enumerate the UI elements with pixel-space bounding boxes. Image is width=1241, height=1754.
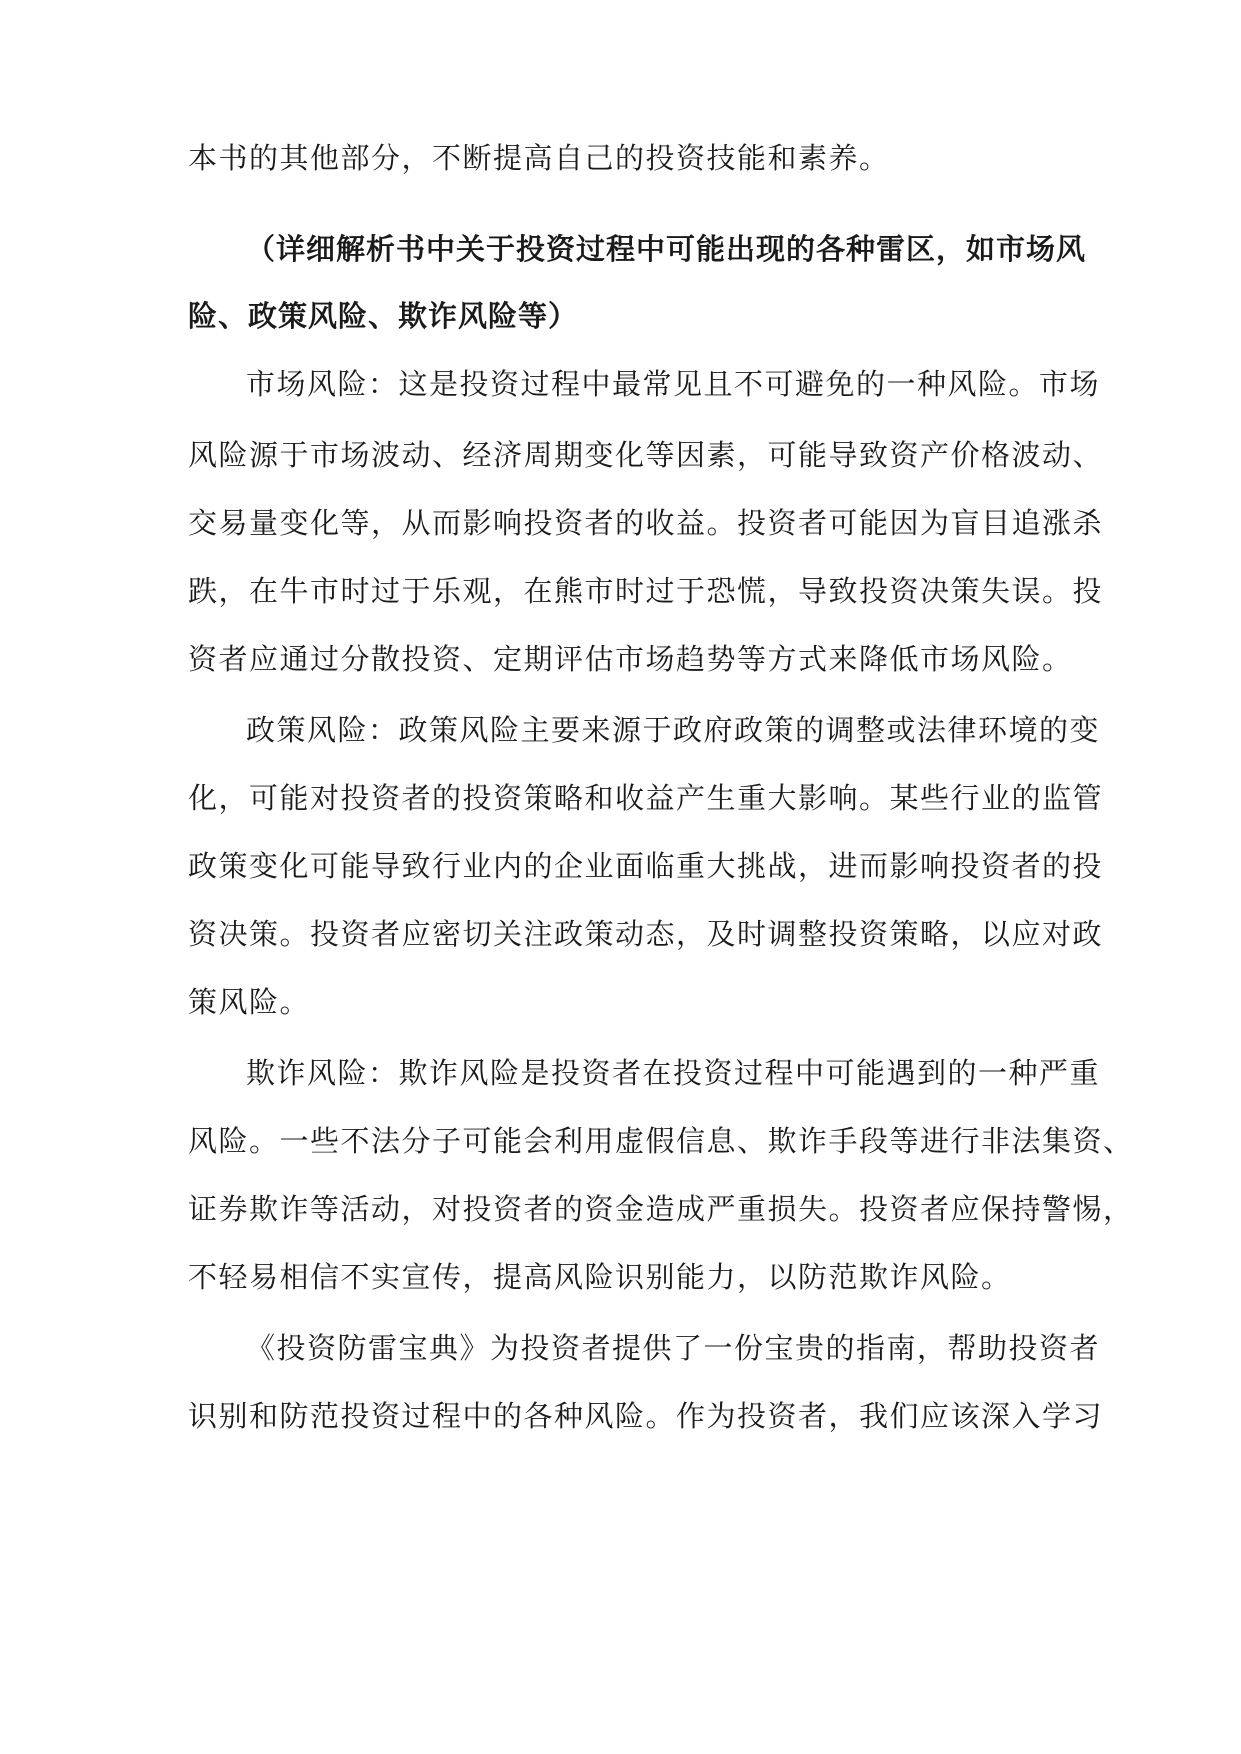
paragraph-line: 资者应通过分散投资、定期评估市场趋势等方式来降低市场风险。 [188, 642, 1073, 676]
paragraph-line: 政策风险：政策风险主要来源于政府政策的调整或法律环境的变 [246, 713, 1101, 747]
paragraph-line: 证券欺诈等活动，对投资者的资金造成严重损失。投资者应保持警惕， [188, 1192, 1134, 1226]
paragraph-line: 风险。一些不法分子可能会利用虚假信息、欺诈手段等进行非法集资、 [188, 1124, 1134, 1158]
paragraph-line: 跌，在牛市时过于乐观，在熊市时过于恐慌，导致投资决策失误。投 [188, 574, 1104, 608]
paragraph-line: 《投资防雷宝典》为投资者提供了一份宝贵的指南，帮助投资者 [246, 1331, 1101, 1365]
paragraph-line: 不轻易相信不实宣传，提高风险识别能力，以防范欺诈风险。 [188, 1260, 1012, 1294]
section-heading-line: （详细解析书中关于投资过程中可能出现的各种雷区，如市场风 [246, 232, 1087, 266]
paragraph-line: 化，可能对投资者的投资策略和收益产生重大影响。某些行业的监管 [188, 781, 1104, 815]
paragraph-line: 交易量变化等，从而影响投资者的收益。投资者可能因为盲目追涨杀 [188, 506, 1104, 540]
paragraph-line: 资决策。投资者应密切关注政策动态，及时调整投资策略，以应对政 [188, 917, 1104, 951]
paragraph-line: 识别和防范投资过程中的各种风险。作为投资者，我们应该深入学习 [188, 1399, 1104, 1433]
paragraph-line: 欺诈风险：欺诈风险是投资者在投资过程中可能遇到的一种严重 [246, 1056, 1101, 1090]
paragraph-line: 风险源于市场波动、经济周期变化等因素，可能导致资产价格波动、 [188, 438, 1104, 472]
paragraph-line: 策风险。 [188, 985, 311, 1019]
paragraph-line: 政策变化可能导致行业内的企业面临重大挑战，进而影响投资者的投 [188, 849, 1104, 883]
paragraph-line: 本书的其他部分，不断提高自己的投资技能和素养。 [188, 141, 890, 175]
section-heading-line: 险、政策风险、欺诈风险等） [188, 299, 579, 333]
paragraph-line: 市场风险：这是投资过程中最常见且不可避免的一种风险。市场 [246, 367, 1101, 401]
